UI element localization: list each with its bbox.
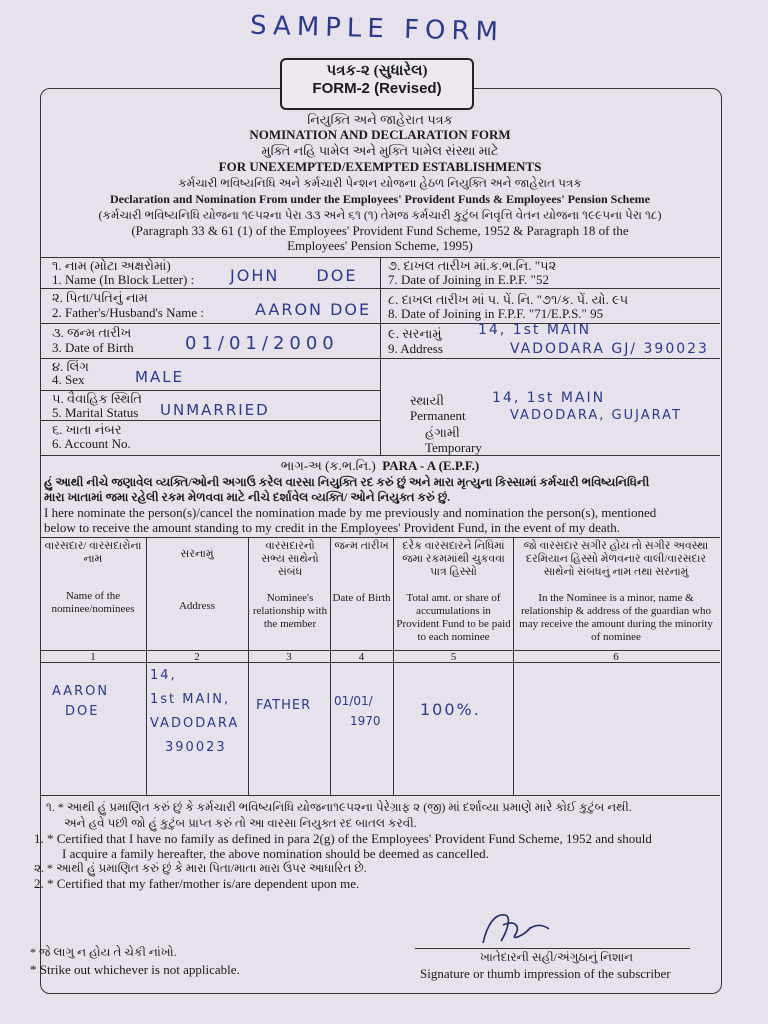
marital-status-value: UNMARRIED bbox=[160, 401, 270, 419]
column-number: 2 bbox=[194, 651, 200, 663]
doj-eps-label-gujarati: ૮. દાખલ તારીખ માં પ. પેં. નિ. "૭૧/ક. પેં. યો. ૯૫ bbox=[388, 292, 629, 307]
subscriber-signature bbox=[475, 905, 555, 950]
column-number: 1 bbox=[90, 651, 96, 663]
title-declaration-scheme: Declaration and Nomination From under the Employees' Provident Funds & Employees' Pension Scheme bbox=[109, 192, 650, 206]
col6-header-gujarati: જો વારસદાર સગીર હોય તો સગીર અવસ્થા દરમિયાન હિસ્સો મેળવનાર વાલી/વારસદાર સાથેનો સંબંધનું નામ તથા સરનામું bbox=[523, 540, 709, 578]
nominee-dob-line1: 01/01/ bbox=[334, 694, 373, 708]
para-a-heading-english: PARA - A (E.P.F.) bbox=[382, 458, 480, 473]
sex-value: MALE bbox=[135, 368, 185, 386]
doj-eps-label: 8. Date of Joining in F.P.F. "71/E.P.S." 95 bbox=[388, 306, 604, 321]
column-number: 6 bbox=[613, 651, 619, 663]
divider bbox=[380, 257, 381, 455]
column-divider bbox=[248, 537, 249, 795]
address-value-line2: VADODARA GJ/ 390023 bbox=[510, 341, 709, 357]
column-divider bbox=[146, 537, 147, 795]
column-divider bbox=[513, 537, 514, 795]
title-nomination-declaration: NOMINATION AND DECLARATION FORM bbox=[249, 127, 511, 142]
nominee-dob-line2: 1970 bbox=[350, 714, 381, 728]
column-divider bbox=[330, 537, 331, 795]
address-label: 9. Address bbox=[388, 341, 443, 356]
nominee-address-line1: 14, bbox=[150, 668, 177, 683]
account-number-label: 6. Account No. bbox=[52, 436, 131, 451]
father-label-gujarati: ૨. પિતા/પતિનું નામ bbox=[52, 290, 148, 305]
signature-line bbox=[415, 948, 690, 949]
doj-epf-label-gujarati: ૭. દાખલ તારીખ માં.ક.ભ.નિ. "૫૨ bbox=[388, 258, 557, 273]
address-value-line1: 14, 1st MAIN bbox=[478, 322, 592, 338]
name-value: JOHN DOE bbox=[230, 266, 358, 285]
nominee-relationship: FATHER bbox=[256, 698, 312, 713]
divider bbox=[40, 455, 720, 456]
cert1-english-line2: I acquire a family hereafter, the above nomination should be deemed as cancelled. bbox=[62, 846, 489, 861]
temporary-label-gujarati: હંગામી bbox=[425, 425, 460, 440]
signature-label: Signature or thumb impression of the subscriber bbox=[420, 966, 671, 981]
father-name-value: AARON DOE bbox=[255, 300, 372, 319]
dob-value: 01/01/2000 bbox=[185, 333, 339, 354]
col2-header-gujarati: સરનામું bbox=[180, 548, 214, 560]
marital-status-label: 5. Marital Status bbox=[52, 405, 139, 420]
nominee-name-line2: DOE bbox=[65, 704, 100, 719]
column-divider bbox=[393, 537, 394, 795]
permanent-address-line2: VADODARA, GUJARAT bbox=[510, 408, 682, 423]
strike-note: * Strike out whichever is not applicable. bbox=[30, 962, 240, 977]
para-a-heading bbox=[40, 458, 720, 474]
cert2-gujarati: ૨. * આથી હું પ્રમાણિત કરું છું કે મારા પિતા/માતા મારા ઉપર આધારિત છે. bbox=[34, 861, 367, 875]
para-a-english-line1: I here nominate the person(s)/cancel the nomination made by me previously and nomination the person(s), mentioned bbox=[44, 505, 657, 520]
title-paragraph-line1: (Paragraph 33 & 61 (1) of the Employees' Provident Fund Scheme, 1952 & Paragraph 18 of the bbox=[131, 223, 629, 238]
address-label-gujarati: ૯. સરનામું bbox=[388, 326, 442, 341]
nominee-address-line4: 390023 bbox=[165, 740, 227, 755]
signature-label-gujarati: ખાતેદારની સહી/અંગુઠાનું નિશાન bbox=[480, 950, 634, 964]
nominee-address-line3: VADODARA bbox=[150, 716, 240, 731]
col1-header-gujarati: વારસદાર/ વારસદારોના નામ bbox=[44, 540, 142, 565]
dob-label: 3. Date of Birth bbox=[52, 340, 134, 355]
nominee-share: 100%. bbox=[420, 700, 481, 719]
cert1-gujarati-line1: ૧. * આથી હું પ્રમાણિત કરું છું કે કર્મચારી ભવિષ્યનિધિ યોજના૧૯૫૨ના પેરેગ્રાફ ૨ (જી) માં દર્શાવ્યા પ્રમાણે મારે કોઈ કુટુંબ નથી. bbox=[46, 800, 632, 814]
para-a-heading-gujarati: ભાગ-અ (ક.ભ.નિ.) bbox=[280, 458, 376, 473]
permanent-label-gujarati: સ્થાયી bbox=[410, 393, 444, 408]
col3-header-gujarati: વારસદારનો સભ્ય સાથેનો સંબંધ bbox=[261, 540, 319, 578]
title-gujarati-2: મુક્તિ નહિ પામેલ અને મુક્તિ પામેલ સંસ્થા માટે bbox=[261, 143, 499, 158]
col6-header: In the Nominee is a minor, name & relationship & address of the guardian who may receive the amount during the minority of nominee bbox=[519, 592, 713, 643]
strike-note-gujarati: * જે લાગુ ન હોય તે ચેકી નાંખો. bbox=[30, 945, 177, 959]
col1-header: Name of the nominee/nominees bbox=[51, 590, 135, 615]
name-label-gujarati: ૧. નામ (મોટા અક્ષરોમાં) bbox=[52, 258, 171, 273]
cert1-gujarati-line2: અને હવે પછી જો હું કુટુંબ પ્રાપ્ત કરું તો આ વારસા નિયુક્ત રદ બાતલ કરવી. bbox=[64, 816, 417, 830]
temporary-label: Temporary bbox=[425, 440, 482, 455]
title-gujarati-1: નિયુક્તિ અને જાહેરાત પત્રક bbox=[307, 112, 453, 127]
table-top-border bbox=[40, 537, 720, 538]
para-a-gujarati-line2: મારા ખાતામાં જમા રહેલી રકમ મેળવવા માટે નીચે દર્શાવેલ વ્યક્તિ/ ઓને નિયુક્ત કરું છું. bbox=[44, 490, 451, 504]
title-gujarati-3: કર્મચારી ભવિષ્યનિધિ અને કર્મચારી પેન્શન યોજના હેઠળ નિયુક્તિ અને જાહેરાત પત્રક bbox=[178, 176, 582, 190]
col3-header: Nominee's relationship with the member bbox=[252, 592, 328, 630]
name-label: 1. Name (In Block Letter) : bbox=[52, 272, 195, 287]
form-header-box bbox=[280, 58, 474, 110]
para-a-english-line2: below to receive the amount standing to my credit in the Employees' Provident Fund, in the event of my death. bbox=[44, 520, 621, 535]
father-name-label: 2. Father's/Husband's Name : bbox=[52, 305, 204, 320]
col4-header-gujarati: જન્મ તારીખ bbox=[334, 540, 389, 552]
para-a-gujarati-line1: હું આથી નીચે જણાવેલ વ્યક્તિ/ઓની અગાઉ કરેલ વારસા નિયુક્તિ રદ કરું છું અને મારા મૃત્યુના કિસ્સામાં કર્મચારી ભવિષ્યનિધિની bbox=[44, 475, 650, 489]
doj-epf-label: 7. Date of Joining in E.P.F. "52 bbox=[388, 272, 549, 287]
title-establishments: FOR UNEXEMPTED/EXEMPTED ESTABLISHMENTS bbox=[218, 159, 542, 174]
cert2-english: 2. * Certified that my father/mother is/are dependent upon me. bbox=[34, 876, 360, 891]
title-gujarati-4: (કર્મચારી ભવિષ્યનિધિ યોજના ૧૯૫૨ના પેરા ૩૩ અને ૬૧ (૧) તેમજ કર્મચારી કુટુંબ નિવૃત્તિ વેતન યોજના ૧૯૯૫ના પેરા ૧૮) bbox=[98, 208, 662, 222]
form-number-english: FORM-2 (Revised) bbox=[312, 80, 442, 97]
table-bottom-border bbox=[40, 795, 720, 796]
permanent-label: Permanent bbox=[410, 408, 466, 423]
form-number-gujarati: પત્રક-૨ (સુધારેલ) bbox=[326, 63, 428, 79]
col4-header: Date of Birth bbox=[332, 592, 391, 604]
nominee-name-line1: AARON bbox=[52, 684, 110, 699]
col5-header: Total amt. or share of accumulations in Provident Fund to be paid to each nominee bbox=[396, 592, 511, 643]
account-label-gujarati: ૬. ખાતા નંબર bbox=[52, 422, 122, 437]
cert1-english-line1: 1. * Certified that I have no family as defined in para 2(g) of the Employees' Provident Fund Scheme, 1952 and should bbox=[34, 831, 652, 846]
nominee-address-line2: 1st MAIN, bbox=[150, 692, 231, 707]
column-number: 5 bbox=[450, 651, 457, 663]
col5-header-gujarati: દરેક વારસદારને નિધિમાં જમા રકમમાંથી ચુકવવા પાત્ર હિસ્સો bbox=[402, 540, 505, 578]
column-number: 4 bbox=[358, 651, 365, 663]
title-paragraph-line2: Employees' Pension Scheme, 1995) bbox=[287, 238, 473, 253]
col2-header: Address bbox=[178, 600, 216, 612]
column-number: 3 bbox=[286, 651, 292, 663]
sample-form-title: SAMPLE FORM bbox=[249, 10, 505, 48]
sex-label-gujarati: ૪. લિંગ bbox=[52, 359, 89, 374]
marital-label-gujarati: ૫. વૈવાહિક સ્થિતિ bbox=[52, 391, 142, 406]
sex-label: 4. Sex bbox=[52, 372, 85, 387]
permanent-address-line1: 14, 1st MAIN bbox=[492, 390, 606, 406]
dob-label-gujarati: ૩. જન્મ તારીખ bbox=[52, 325, 132, 340]
